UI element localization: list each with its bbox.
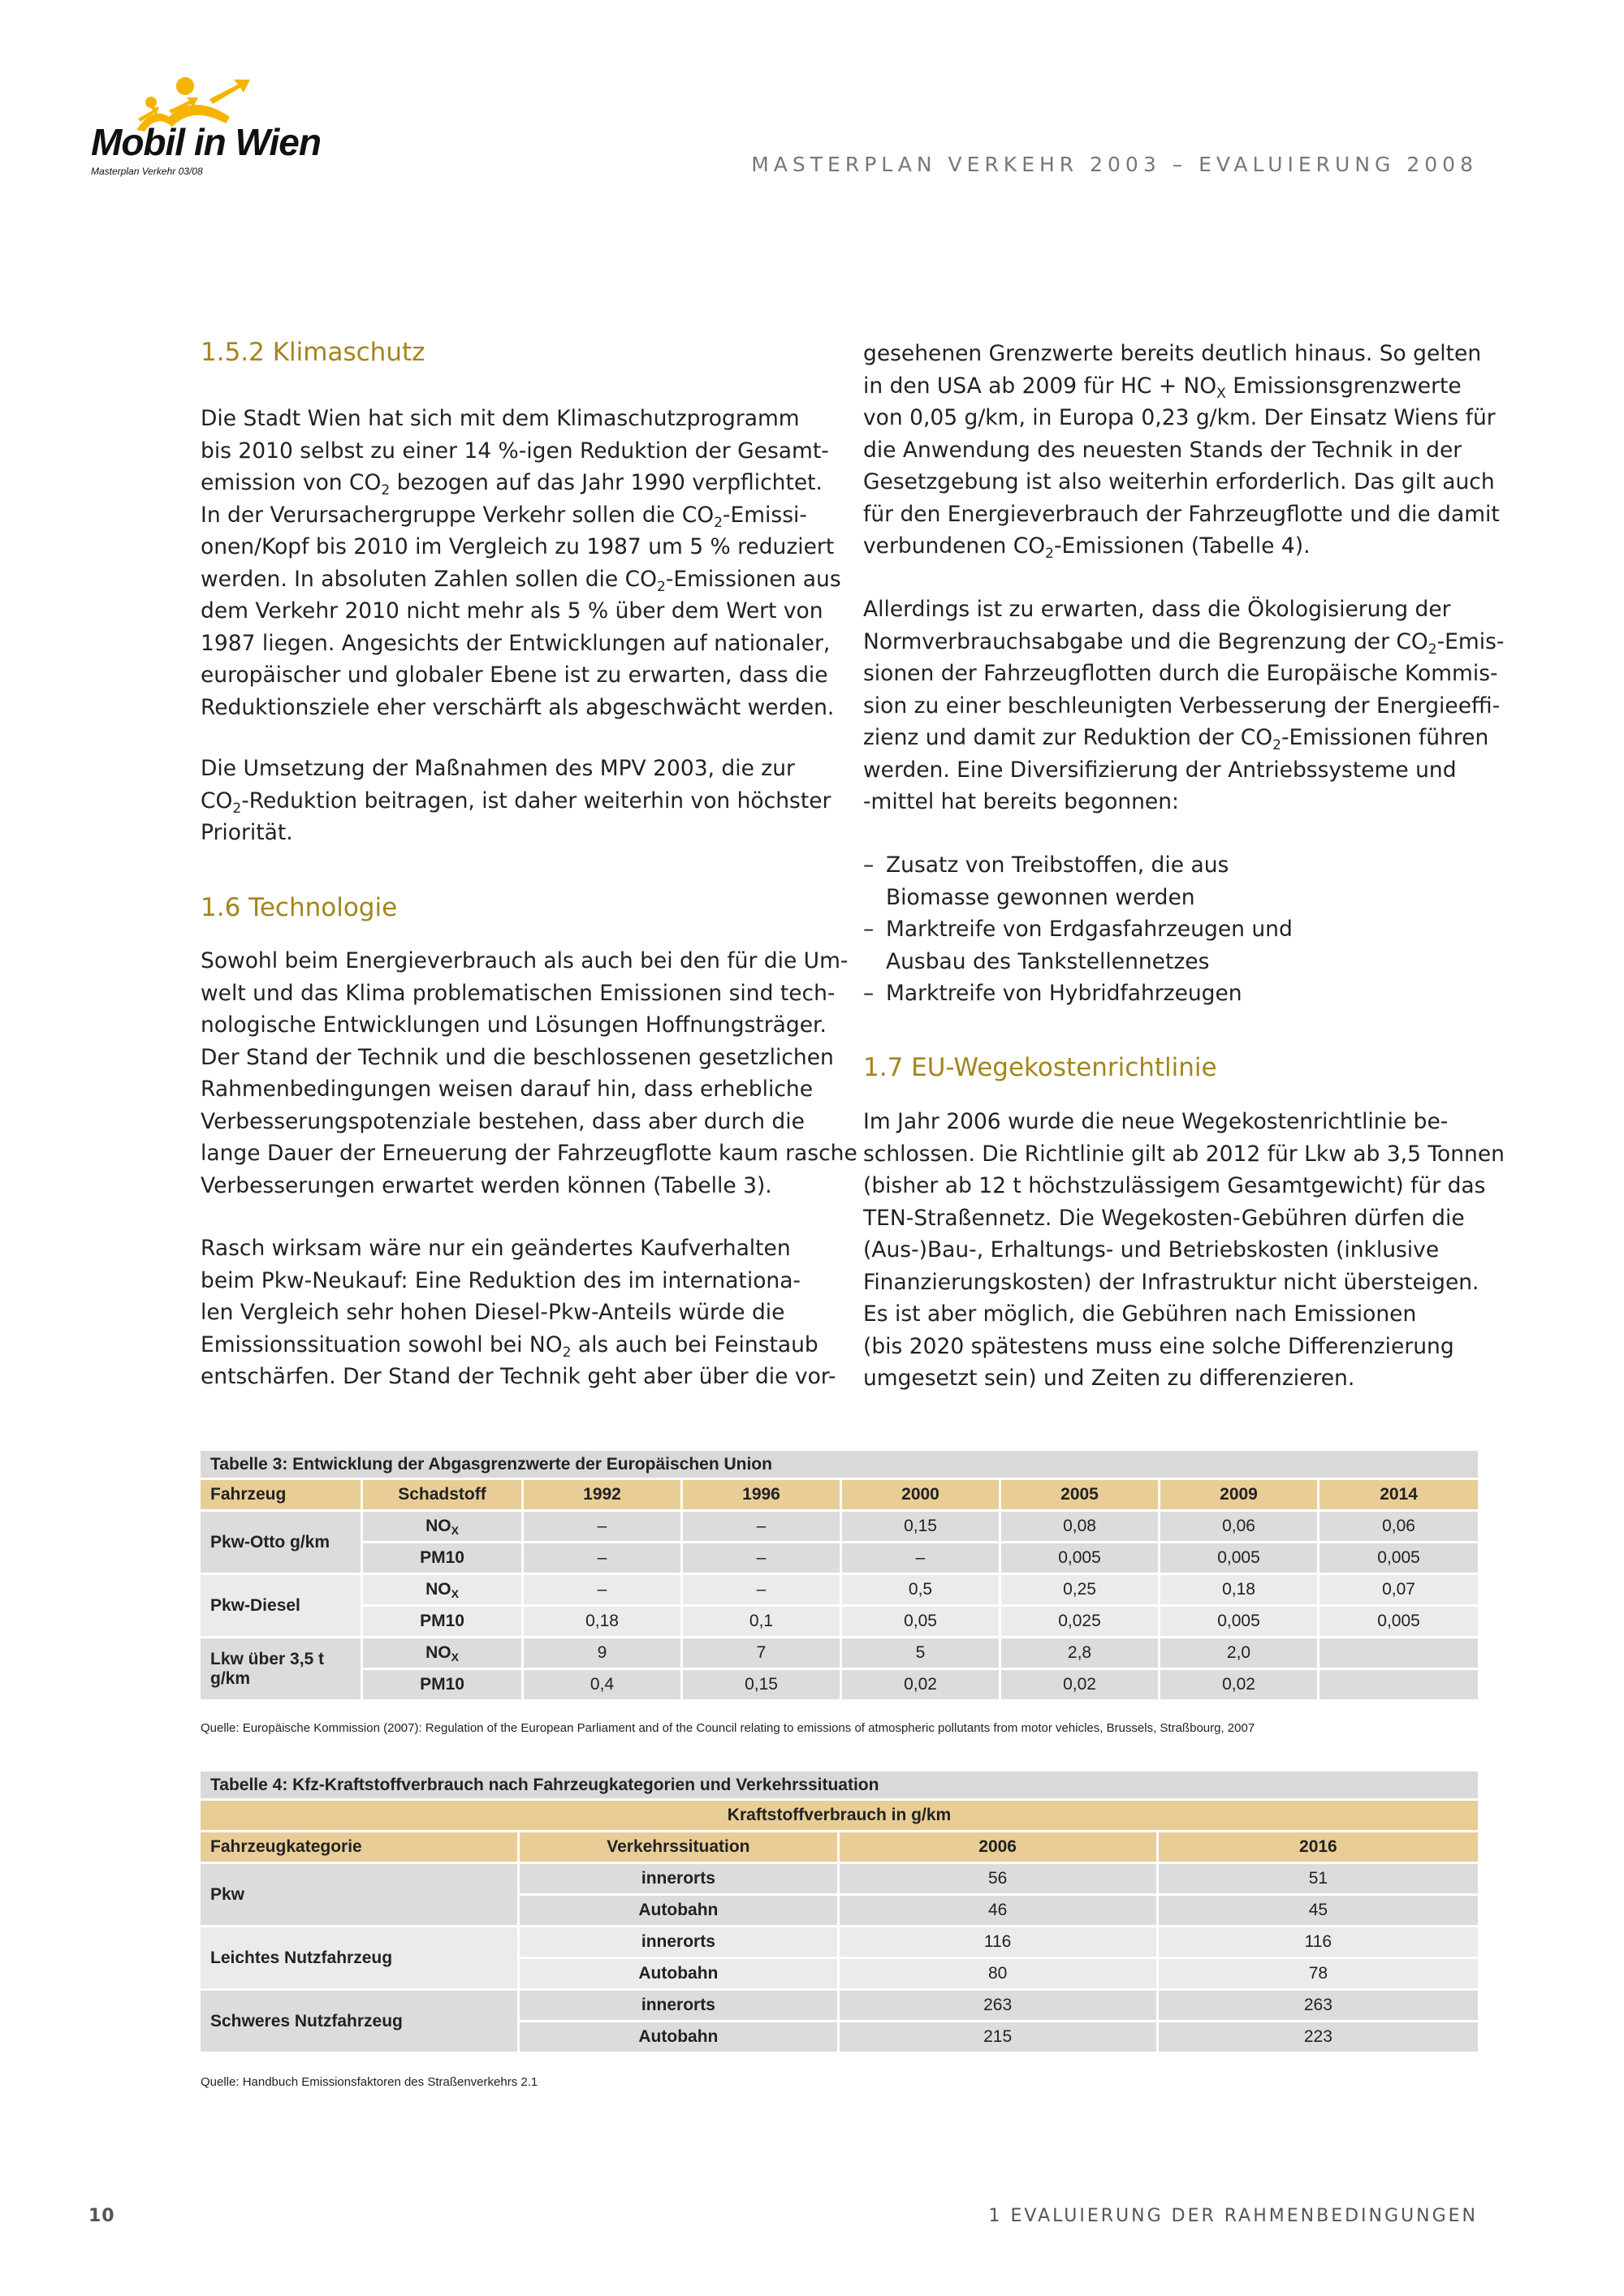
text-line (863, 786, 1504, 818)
text-run: -Emis- (1436, 628, 1505, 654)
column-header: 2009 (1160, 1480, 1320, 1512)
text-line (863, 338, 1500, 370)
chapter-title: 1 EVALUIERUNG DER RAHMENBEDINGUNGEN (988, 2206, 1478, 2226)
table3-source: Quelle: Europäische Kommission (2007): Regulation of the European Parliament and of the Council relating to emissions of atmospheric pollutants from motor vehicles, Brussels, Straßbourg, 2007 (201, 1721, 1255, 1735)
text-line (863, 466, 1500, 498)
text-line (201, 499, 841, 532)
text-run: europäischer und globaler Ebene ist zu erwarten, dass die (201, 662, 828, 688)
text-run: PM10 (420, 1548, 464, 1567)
text-run: Normverbrauchsabgabe und die Begrenzung der CO (863, 628, 1428, 654)
text-line (863, 1170, 1505, 1202)
text-run: von 0,05 g/km, in Europa 0,23 g/km. Der Einsatz Wiens für (863, 405, 1496, 430)
dash-bullet: – (863, 917, 875, 942)
text-line (863, 530, 1500, 563)
table-header-row (201, 1480, 1478, 1512)
pollutant-cell (363, 1607, 524, 1638)
logo (88, 75, 331, 180)
list-item-text: Biomasse gewonnen werden (886, 884, 1195, 910)
text-run: schlossen. Die Richtlinie gilt ab 2012 für Lkw ab 3,5 Tonnen (863, 1141, 1505, 1167)
value-cell: – (524, 1575, 683, 1607)
subscript: X (451, 1524, 459, 1537)
text-line (201, 1170, 857, 1202)
subscript: 2 (656, 578, 666, 595)
subscript: X (1216, 385, 1226, 402)
bullet-list (863, 849, 1293, 1010)
table-emission-limits (201, 1451, 1478, 1702)
column-header: 2006 (840, 1832, 1159, 1864)
text-run: nologische Entwicklungen und Lösungen Hoffnungsträger. (201, 1012, 827, 1038)
text-run: in den USA ab 2009 für HC + NO (863, 373, 1217, 399)
text-run: Finanzierungskosten) der Infrastruktur nicht übersteigen. (863, 1269, 1479, 1295)
category-cell: Leichtes Nutzfahrzeug (201, 1927, 520, 1991)
text-line (863, 690, 1504, 723)
text-run: lange Dauer der Erneuerung der Fahrzeugflotte kaum rasche (201, 1141, 857, 1166)
text-run: TEN-Straßennetz. Die Wegekosten-Gebühren dürfen die (863, 1205, 1465, 1231)
value-cell: 9 (524, 1638, 683, 1670)
text-run: die Anwendung des neuesten Stands der Technik in der (863, 437, 1462, 463)
text-run: PM10 (420, 1675, 464, 1694)
value-cell: 51 (1159, 1864, 1478, 1896)
text-line (863, 1202, 1505, 1235)
table-row (201, 1512, 1478, 1543)
value-cell: 0,08 (1001, 1512, 1160, 1543)
value-cell: 0,005 (1160, 1543, 1320, 1575)
text-line (201, 531, 841, 563)
text-line (863, 1298, 1505, 1331)
text-run: sionen der Fahrzeugflotten durch die Europäische Kommis- (863, 661, 1498, 686)
value-cell: 263 (1159, 1991, 1478, 2022)
text-run: NO (425, 1643, 451, 1662)
text-run: zienz und damit zur Reduktion der CO (863, 725, 1273, 750)
paragraph (201, 945, 857, 1202)
column-header: Schadstoff (363, 1480, 524, 1512)
text-line (863, 593, 1504, 626)
text-line (201, 1137, 857, 1170)
text-line (863, 1331, 1505, 1363)
section-heading-klimaschutz: 1.5.2 Klimaschutz (201, 338, 425, 367)
situation-cell: Autobahn (520, 2022, 839, 2054)
value-cell: 116 (840, 1927, 1159, 1959)
table-row (201, 1864, 1478, 1896)
value-cell: 7 (683, 1638, 842, 1670)
text-run: -Reduktion beitragen, ist daher weiterhin von höchster (241, 788, 831, 814)
category-cell: Pkw (201, 1864, 520, 1927)
table-row (201, 1543, 1478, 1575)
value-cell (1320, 1670, 1478, 1702)
logo-subtitle: Masterplan Verkehr 03/08 (91, 166, 203, 177)
text-run: CO (201, 788, 233, 814)
text-line (201, 1042, 857, 1074)
text-line (201, 692, 841, 724)
table-title-row (201, 1772, 1478, 1801)
table-row (201, 1607, 1478, 1638)
value-cell: – (683, 1512, 842, 1543)
text-line (201, 1106, 857, 1138)
value-cell: 2,8 (1001, 1638, 1160, 1670)
text-line (201, 817, 831, 849)
value-cell: 0,005 (1001, 1543, 1160, 1575)
text-line (201, 1073, 857, 1106)
list-item-text: Marktreife von Erdgasfahrzeugen und (886, 917, 1293, 942)
text-line (863, 1267, 1505, 1299)
column-header: 2000 (842, 1480, 1001, 1512)
value-cell: – (524, 1543, 683, 1575)
text-line (863, 370, 1500, 403)
text-run: Allerdings ist zu erwarten, dass die Ökologisierung der (863, 597, 1451, 622)
text-line (863, 1234, 1505, 1267)
value-cell: 263 (840, 1991, 1159, 2022)
text-run: Emissionsgrenzwerte (1225, 373, 1462, 399)
text-line (863, 626, 1504, 658)
value-cell (1320, 1638, 1478, 1670)
text-run: Die Umsetzung der Maßnahmen des MPV 2003, die zur (201, 756, 795, 781)
value-cell: 0,02 (842, 1670, 1001, 1702)
text-run: (bisher ab 12 t höchstzulässigem Gesamtgewicht) für das (863, 1173, 1486, 1198)
text-run: -Emissionen (Tabelle 4). (1053, 533, 1311, 559)
table-fuel-consumption (201, 1772, 1478, 2054)
text-run: onen/Kopf bis 2010 im Vergleich zu 1987 um 5 % reduziert (201, 534, 835, 559)
value-cell: 56 (840, 1864, 1159, 1896)
text-run: werden. In absoluten Zahlen sollen die CO (201, 566, 657, 592)
text-run: len Vergleich sehr hohen Diesel-Pkw-Anteils würde die (201, 1300, 785, 1325)
text-run: umgesetzt sein) und Zeiten zu differenzieren. (863, 1366, 1355, 1391)
table-row (201, 1991, 1478, 2022)
column-header: 2016 (1159, 1832, 1478, 1864)
subscript: 2 (714, 514, 723, 531)
text-run: gesehenen Grenzwerte bereits deutlich hinaus. So gelten (863, 341, 1482, 366)
text-run: Gesetzgebung ist also weiterhin erforderlich. Das gilt auch (863, 469, 1495, 494)
value-cell: 0,15 (842, 1512, 1001, 1543)
text-line (201, 1329, 836, 1362)
value-cell: 0,06 (1160, 1512, 1320, 1543)
value-cell: 0,15 (683, 1670, 842, 1702)
text-run: Reduktionsziele eher verschärft als abgeschwächt werden. (201, 694, 835, 720)
text-run: PM10 (420, 1612, 464, 1630)
text-line (201, 1361, 836, 1393)
list-item-text: Zusatz von Treibstoffen, die aus (886, 852, 1229, 878)
logo-title: Mobil in Wien (91, 121, 321, 163)
value-cell: 0,06 (1320, 1512, 1478, 1543)
text-line (863, 754, 1504, 787)
text-run: Rahmenbedingungen weisen darauf hin, dass erhebliche (201, 1077, 813, 1102)
value-cell: 0,4 (524, 1670, 683, 1702)
text-run: Verbesserungen erwartet werden können (Tabelle 3). (201, 1172, 772, 1198)
text-run: bis 2010 selbst zu einer 14 %-igen Reduktion der Gesamt- (201, 438, 829, 464)
vehicle-cell: Lkw über 3,5 t g/km (201, 1638, 363, 1702)
text-run: als auch bei Feinstaub (571, 1331, 818, 1357)
text-run: In der Verursachergruppe Verkehr sollen die CO (201, 502, 715, 528)
value-cell: 0,25 (1001, 1575, 1160, 1607)
text-run: welt und das Klima problematischen Emissionen sind tech- (201, 980, 836, 1006)
situation-cell: Autobahn (520, 1959, 839, 1991)
value-cell: 215 (840, 2022, 1159, 2054)
value-cell: – (683, 1543, 842, 1575)
situation-cell: innerorts (520, 1991, 839, 2022)
text-run: (Aus-)Bau-, Erhaltungs- und Betriebskosten (inklusive (863, 1237, 1440, 1262)
column-header: Fahrzeug (201, 1480, 363, 1512)
section-heading-wegekosten: 1.7 EU-Wegekostenrichtlinie (863, 1053, 1217, 1082)
list-item (863, 946, 1293, 978)
section-heading-technologie: 1.6 Technologie (201, 893, 398, 922)
text-line (201, 563, 841, 596)
column-header: 1992 (524, 1480, 683, 1512)
pollutant-cell (363, 1575, 524, 1607)
value-cell: 2,0 (1160, 1638, 1320, 1670)
list-item-text: Marktreife von Hybridfahrzeugen (886, 981, 1242, 1006)
text-run: Es ist aber möglich, die Gebühren nach Emissionen (863, 1301, 1417, 1327)
text-run: sion zu einer beschleunigten Verbesserung der Energieeffi- (863, 693, 1501, 719)
value-cell: 0,005 (1320, 1543, 1478, 1575)
dash-bullet: – (863, 981, 875, 1006)
value-cell: 0,02 (1001, 1670, 1160, 1702)
value-cell: 0,07 (1320, 1575, 1478, 1607)
column-header: 2005 (1001, 1480, 1160, 1512)
value-cell: 0,005 (1320, 1607, 1478, 1638)
value-cell: – (842, 1543, 1001, 1575)
text-line (201, 467, 841, 499)
text-line (863, 722, 1504, 754)
value-cell: 0,05 (842, 1607, 1001, 1638)
subscript: X (451, 1651, 459, 1664)
value-cell: 223 (1159, 2022, 1478, 2054)
list-item (863, 978, 1293, 1010)
category-cell: Schweres Nutzfahrzeug (201, 1991, 520, 2054)
super-header: Kraftstoffverbrauch in g/km (201, 1801, 1478, 1832)
text-run: Emissionssituation sowohl bei NO (201, 1331, 563, 1357)
situation-cell: Autobahn (520, 1896, 839, 1927)
pollutant-cell (363, 1512, 524, 1543)
list-item (863, 913, 1293, 946)
column-header: 1996 (683, 1480, 842, 1512)
text-line (201, 753, 831, 785)
text-line (201, 659, 841, 692)
text-run: -Emissionen führen (1281, 725, 1489, 750)
text-line (863, 658, 1504, 690)
pollutant-cell (363, 1543, 524, 1575)
subscript: 2 (1272, 737, 1281, 753)
subscript: 2 (562, 1344, 572, 1361)
pollutant-cell (363, 1638, 524, 1670)
text-run: werden. Eine Diversifizierung der Antriebssysteme und (863, 757, 1457, 783)
subscript: 2 (1045, 546, 1054, 562)
value-cell: 0,1 (683, 1607, 842, 1638)
value-cell: 0,18 (524, 1607, 683, 1638)
dash-bullet: – (863, 852, 875, 878)
text-run: NO (425, 1517, 451, 1535)
text-run: (bis 2020 spätestens muss eine solche Differenzierung (863, 1333, 1454, 1359)
text-line (863, 498, 1500, 531)
value-cell: 0,005 (1160, 1607, 1320, 1638)
value-cell: 5 (842, 1638, 1001, 1670)
value-cell: 0,18 (1160, 1575, 1320, 1607)
table-title: Tabelle 4: Kfz-Kraftstoffverbrauch nach Fahrzeugkategorien und Verkehrssituation (201, 1772, 1478, 1801)
text-run: NO (425, 1580, 451, 1599)
value-cell: – (683, 1575, 842, 1607)
text-run: beim Pkw-Neukauf: Eine Reduktion des im internationa- (201, 1267, 801, 1293)
list-item (863, 882, 1293, 914)
text-line (201, 435, 841, 468)
text-run: Verbesserungspotenziale bestehen, dass aber durch die (201, 1108, 805, 1134)
text-line (201, 1297, 836, 1329)
text-run: -Emissi- (722, 502, 807, 528)
table-row (201, 1575, 1478, 1607)
value-cell: 45 (1159, 1896, 1478, 1927)
table-row (201, 1927, 1478, 1959)
text-line (201, 595, 841, 628)
text-line (863, 434, 1500, 467)
text-line (201, 785, 831, 818)
situation-cell: innerorts (520, 1927, 839, 1959)
table-title-row (201, 1451, 1478, 1480)
column-header: Verkehrssituation (520, 1832, 839, 1864)
text-run: bezogen auf das Jahr 1990 verpflichtet. (390, 470, 823, 495)
text-line (863, 1106, 1505, 1138)
subscript: 2 (232, 800, 242, 817)
list-item-text: Ausbau des Tankstellennetzes (886, 948, 1210, 974)
text-run: 1987 liegen. Angesichts der Entwicklungen auf nationaler, (201, 630, 831, 656)
text-line (201, 1009, 857, 1042)
value-cell: 0,02 (1160, 1670, 1320, 1702)
value-cell: 116 (1159, 1927, 1478, 1959)
paragraph (863, 593, 1504, 818)
text-line (863, 402, 1500, 434)
table-title: Tabelle 3: Entwicklung der Abgasgrenzwerte der Europäischen Union (201, 1451, 1478, 1480)
value-cell: 0,5 (842, 1575, 1001, 1607)
text-run: Der Stand der Technik und die beschlossenen gesetzlichen (201, 1044, 834, 1070)
running-title: MASTERPLAN VERKEHR 2003 – EVALUIERUNG 2008 (751, 153, 1478, 176)
value-cell: 80 (840, 1959, 1159, 1991)
text-run: entschärfen. Der Stand der Technik geht aber über die vor- (201, 1364, 836, 1389)
text-run: -Emissionen aus (665, 566, 841, 592)
text-run: emission von CO (201, 470, 382, 495)
list-item (863, 849, 1293, 882)
text-line (201, 628, 841, 660)
page-number: 10 (89, 2206, 115, 2226)
subscript: X (451, 1587, 459, 1600)
text-line (201, 978, 857, 1010)
table-row (201, 1638, 1478, 1670)
pollutant-cell (363, 1670, 524, 1702)
subscript: 2 (1427, 641, 1437, 658)
vehicle-cell: Pkw-Otto g/km (201, 1512, 363, 1575)
text-run: verbundenen CO (863, 533, 1046, 559)
paragraph (863, 338, 1500, 563)
table4-source: Quelle: Handbuch Emissionsfaktoren des Straßenverkehrs 2.1 (201, 2075, 538, 2089)
paragraph (201, 403, 841, 723)
situation-cell: innerorts (520, 1864, 839, 1896)
column-header: Fahrzeugkategorie (201, 1832, 520, 1864)
text-line (201, 1232, 836, 1265)
paragraph (201, 753, 831, 849)
vehicle-cell: Pkw-Diesel (201, 1575, 363, 1638)
text-line (863, 1362, 1505, 1395)
text-run: für den Energieverbrauch der Fahrzeugflotte und die damit (863, 501, 1500, 527)
text-run: Sowohl beim Energieverbrauch als auch bei den für die Um- (201, 948, 849, 973)
text-run: dem Verkehr 2010 nicht mehr als 5 % über dem Wert von (201, 598, 823, 624)
text-line (201, 403, 841, 435)
text-run: Im Jahr 2006 wurde die neue Wegekostenrichtlinie be- (863, 1109, 1449, 1134)
value-cell: 78 (1159, 1959, 1478, 1991)
text-line (201, 945, 857, 978)
text-line (201, 1265, 836, 1297)
text-run: Rasch wirksam wäre nur ein geändertes Kaufverhalten (201, 1236, 791, 1261)
value-cell: – (524, 1512, 683, 1543)
text-line (863, 1138, 1505, 1171)
subscript: 2 (381, 482, 391, 498)
text-run: Die Stadt Wien hat sich mit dem Klimaschutzprogramm (201, 406, 800, 431)
table-super-header-row (201, 1801, 1478, 1832)
value-cell: 0,025 (1001, 1607, 1160, 1638)
text-run: -mittel hat bereits begonnen: (863, 789, 1179, 814)
table-row (201, 1670, 1478, 1702)
column-header: 2014 (1320, 1480, 1478, 1512)
text-run: Priorität. (201, 820, 293, 845)
paragraph (201, 1232, 836, 1393)
table-header-row (201, 1832, 1478, 1864)
paragraph (863, 1106, 1505, 1395)
value-cell: 46 (840, 1896, 1159, 1927)
